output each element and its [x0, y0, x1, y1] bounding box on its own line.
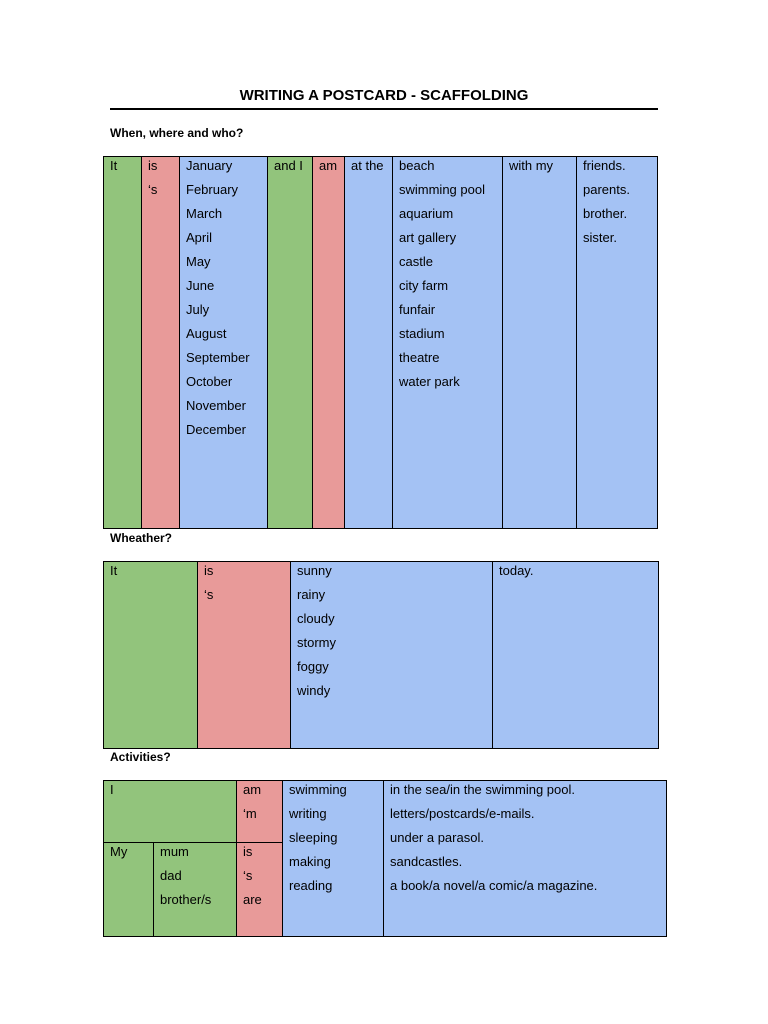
month: July	[186, 302, 210, 317]
activities-s: ‘s	[243, 868, 253, 883]
month: December	[186, 422, 246, 437]
activity-verb: swimming	[289, 782, 347, 797]
weather-condition: rainy	[297, 587, 326, 602]
place: funfair	[399, 302, 436, 317]
when-verb-s: ‘s	[148, 182, 158, 197]
month: January	[186, 158, 233, 173]
weather-heading: Wheather?	[110, 531, 173, 545]
weather-condition: windy	[297, 683, 331, 698]
weather-today: today.	[499, 563, 534, 578]
activities-my: My	[110, 844, 128, 859]
place: water park	[399, 374, 460, 389]
family-member: dad	[160, 868, 182, 883]
person: sister.	[583, 230, 617, 245]
when-col-places	[393, 157, 503, 528]
month: April	[186, 230, 213, 245]
place: beach	[399, 158, 435, 173]
weather-col-it	[104, 562, 198, 748]
when-col-verb	[142, 157, 180, 528]
place: swimming pool	[399, 182, 485, 197]
family-member: brother/s	[160, 892, 212, 907]
when-col-people	[577, 157, 657, 528]
activity-object: letters/postcards/e-mails.	[390, 806, 535, 821]
month: October	[186, 374, 233, 389]
activities-cell-is	[237, 843, 283, 936]
weather-condition: sunny	[297, 563, 332, 578]
weather-it: It	[110, 563, 118, 578]
weather-condition: cloudy	[297, 611, 335, 626]
activity-object: under a parasol.	[390, 830, 484, 845]
when-verb-is: is	[148, 158, 158, 173]
weather-table	[103, 561, 659, 749]
activities-heading: Activities?	[110, 750, 171, 764]
month: June	[186, 278, 215, 293]
month: February	[186, 182, 239, 197]
activities-table	[103, 780, 667, 937]
activities-am-short: ‘m	[243, 806, 257, 821]
place: theatre	[399, 350, 440, 365]
weather-condition: stormy	[297, 635, 336, 650]
person: parents.	[583, 182, 630, 197]
when-col-am	[313, 157, 345, 528]
place: stadium	[399, 326, 445, 341]
activity-verb: sleeping	[289, 830, 338, 845]
activities-cell-i	[104, 781, 237, 843]
weather-col-verb	[198, 562, 291, 748]
when-table	[103, 156, 658, 529]
place: city farm	[399, 278, 449, 293]
when-col-it	[104, 157, 142, 528]
when-col-months	[180, 157, 268, 528]
activity-object: in the sea/in the swimming pool.	[390, 782, 575, 797]
when-am: am	[319, 158, 338, 173]
activities-cell-verbs	[283, 781, 384, 936]
when-col-and-i	[268, 157, 313, 528]
weather-col-conditions	[291, 562, 493, 748]
month: August	[186, 326, 227, 341]
title-underline	[110, 108, 658, 110]
weather-condition: foggy	[297, 659, 329, 674]
activity-verb: writing	[289, 806, 327, 821]
activities-am: am	[243, 782, 262, 797]
month: November	[186, 398, 246, 413]
activity-object: a book/a novel/a comic/a magazine.	[390, 878, 598, 893]
activities-cell-am	[237, 781, 283, 843]
activities-are: are	[243, 892, 262, 907]
activity-object: sandcastles.	[390, 854, 463, 869]
when-at-the: at the	[351, 158, 384, 173]
place: aquarium	[399, 206, 454, 221]
document-title: WRITING A POSTCARD - SCAFFOLDING	[239, 87, 529, 104]
when-it: It	[110, 158, 118, 173]
when-col-with-my	[503, 157, 577, 528]
month: March	[186, 206, 223, 221]
when-with-my: with my	[509, 158, 554, 173]
month: September	[186, 350, 250, 365]
weather-verb-is: is	[204, 563, 214, 578]
activities-cell-objects	[384, 781, 666, 936]
place: castle	[399, 254, 433, 269]
activities-is: is	[243, 844, 253, 859]
activities-cell-my	[104, 843, 154, 936]
person: brother.	[583, 206, 628, 221]
place: art gallery	[399, 230, 457, 245]
when-col-at-the	[345, 157, 393, 528]
activity-verb: making	[289, 854, 331, 869]
when-and-i: and I	[274, 158, 303, 173]
weather-col-today	[493, 562, 658, 748]
month: May	[186, 254, 211, 269]
activities-i: I	[110, 782, 114, 797]
when-heading: When, where and who?	[110, 126, 244, 140]
activity-verb: reading	[289, 878, 333, 893]
weather-verb-s: ‘s	[204, 587, 214, 602]
person: friends.	[583, 158, 626, 173]
family-member: mum	[160, 844, 189, 859]
activities-cell-family	[154, 843, 237, 936]
